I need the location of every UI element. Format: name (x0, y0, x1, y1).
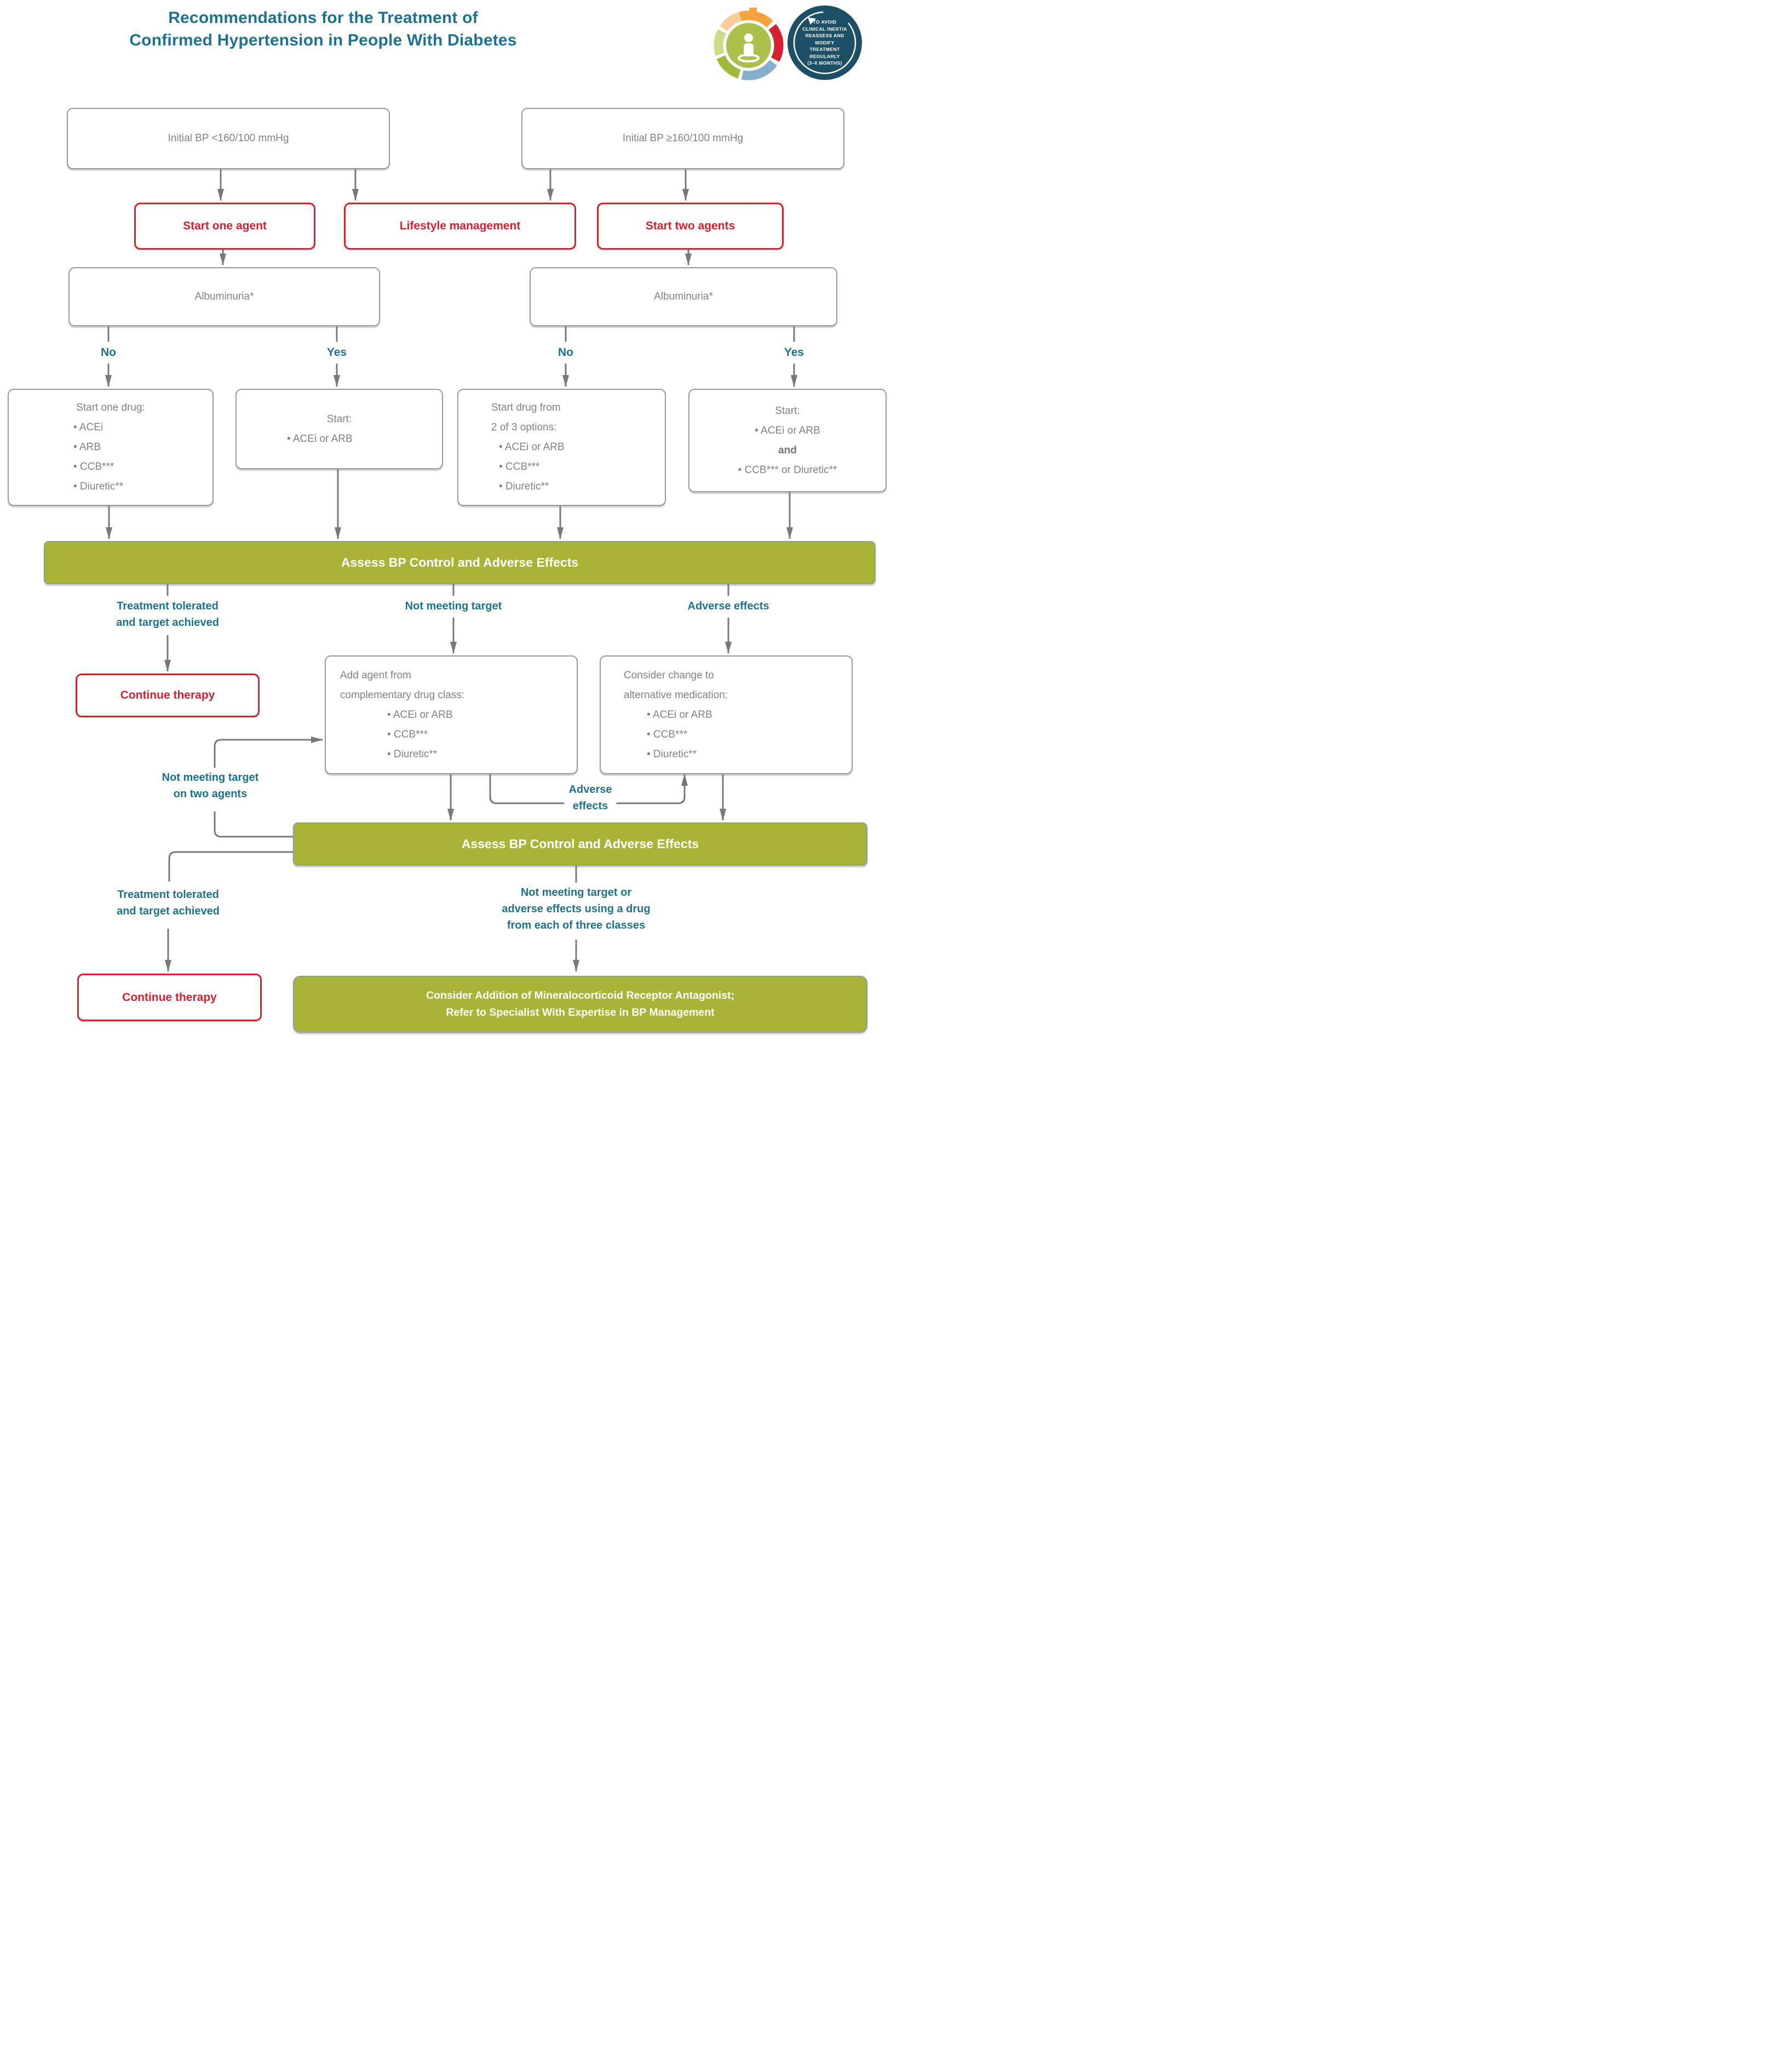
reassess-cycle-badge (787, 5, 862, 80)
node-start-acei-arb: Start: • ACEi or ARB (235, 389, 443, 469)
label-adverse-effects-2: Adverse effects (565, 781, 617, 814)
label-albuminuria-left-no: No (101, 346, 116, 359)
label-adverse-effects: Adverse effects (687, 600, 769, 612)
label-not-meeting-target: Not meeting target (405, 600, 502, 612)
label-treatment-tolerated-2: Treatment tolerated and target achieved (117, 889, 220, 917)
label-albuminuria-right-no: No (558, 346, 573, 359)
node-start-one-drug: Start one drug: • ACEi • ARB • CCB*** • Diuretic** (8, 389, 214, 506)
person-cycle-logo-icon (702, 4, 795, 81)
node-assess-bp-2: Assess BP Control and Adverse Effects (293, 822, 867, 866)
node-mineralocorticoid-referral: Consider Addition of Mineralocorticoid Receptor Antagonist; Refer to Specialist With Expertise in BP Management (293, 976, 867, 1033)
node-albuminuria-right: Albuminuria* (530, 267, 837, 326)
label-treatment-tolerated-1: Treatment tolerated and target achieved (116, 600, 219, 629)
node-albuminuria-left: Albuminuria* (68, 267, 380, 326)
node-start-combo: Start: • ACEi or ARB and • CCB*** or Diuretic** (688, 389, 887, 492)
node-start-one-agent: Start one agent (134, 203, 315, 250)
node-consider-change: Consider change to alternative medication: • ACEi or ARB • CCB*** • Diuretic** (600, 655, 853, 774)
node-add-agent: Add agent from complementary drug class: • ACEi or ARB • CCB*** • Diuretic** (325, 655, 578, 774)
label-albuminuria-right-yes: Yes (784, 346, 804, 359)
node-initial-bp-low: Initial BP <160/100 mmHg (67, 108, 390, 169)
node-assess-bp-1: Assess BP Control and Adverse Effects (44, 541, 876, 584)
label-not-meeting-three-classes: Not meeting target or adverse effects using a drug from each of three classes (502, 887, 651, 931)
node-lifestyle-management: Lifestyle management (344, 203, 576, 250)
node-continue-therapy-1: Continue therapy (76, 674, 260, 717)
node-continue-therapy-2: Continue therapy (77, 974, 262, 1021)
page-title-line2: Confirmed Hypertension in People With Diabetes (129, 31, 517, 50)
flowchart-canvas (0, 0, 891, 1036)
label-not-meeting-two-agents: Not meeting target on two agents (162, 772, 259, 800)
node-start-two-agents: Start two agents (597, 203, 784, 250)
page-title-line1: Recommendations for the Treatment of (168, 9, 478, 27)
label-albuminuria-left-yes: Yes (326, 346, 347, 359)
page-title (22, 7, 624, 52)
node-initial-bp-high: Initial BP ≥160/100 mmHg (521, 108, 844, 169)
badge-text: TO AVOID CLINICAL INERTIA REASSESS AND MODIFY TREATMENT REGULARLY (3–6 MONTHS) (802, 19, 847, 66)
node-start-2of3: Start drug from 2 of 3 options: • ACEi or ARB • CCB*** • Diuretic** (457, 389, 666, 506)
